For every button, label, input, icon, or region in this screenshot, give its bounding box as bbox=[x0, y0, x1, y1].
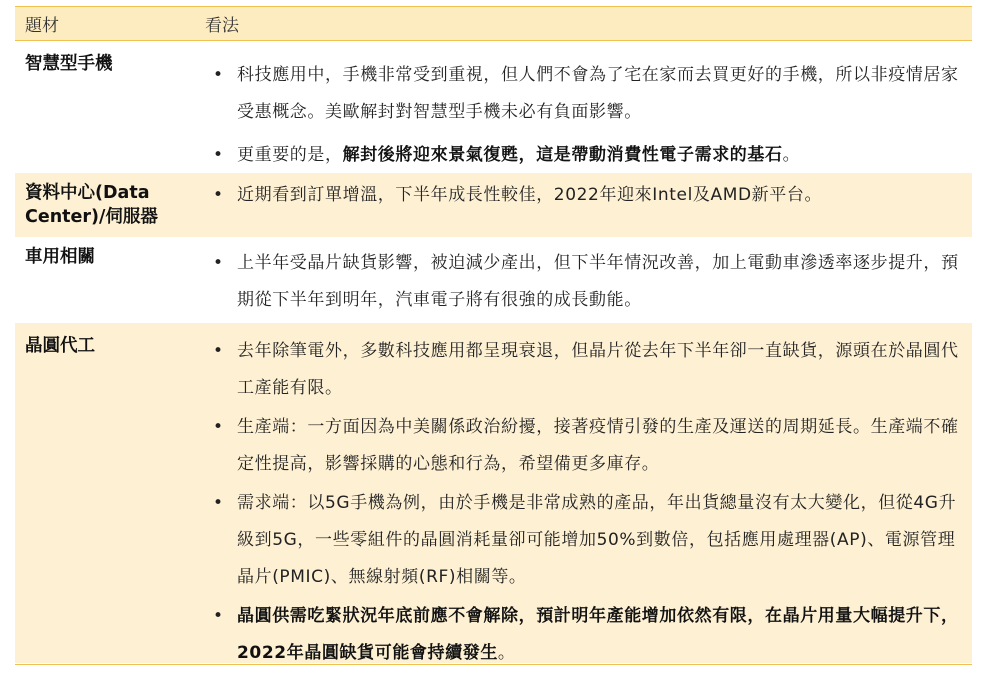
bullet-list bbox=[205, 177, 962, 214]
bullet-item: • 生產端：一方面因為中美關係政治紛擾，接著疫情引發的生產及運送的周期延長。生產端不確定性提高，影響採購的心態和行為，希望備更多庫存。 bbox=[205, 409, 962, 483]
bullet-item: • 更重要的是，解封後將迎來景氣復甦，這是帶動消費性電子需求的基石。 bbox=[205, 137, 962, 174]
row-topic: 車用相關 bbox=[25, 247, 95, 267]
table-row bbox=[15, 239, 972, 323]
table-row bbox=[15, 173, 972, 239]
table-header bbox=[15, 6, 972, 41]
bullet-list bbox=[205, 245, 962, 319]
bullet-list bbox=[205, 57, 962, 174]
table-row bbox=[15, 323, 972, 665]
outlook-table bbox=[15, 6, 972, 665]
table-bottom-border bbox=[15, 664, 972, 665]
header-view: 看法 bbox=[205, 16, 239, 36]
bullet-item: • 上半年受晶片缺貨影響，被迫減少產出，但下半年情況改善，加上電動車滲透率逐步提升，預期從下半年到明年，汽車電子將有很強的成長動能。 bbox=[205, 245, 962, 319]
bullet-item: • 需求端：以5G手機為例，由於手機是非常成熟的產品，年出貨總量沒有太大變化，但從4G升級到5G，一些零組件的晶圓消耗量卻可能增加50%到數倍，包括應用處理器(AP)、電源管理晶片(PMIC)、無線射頻(RF)相關等。 bbox=[205, 485, 962, 596]
bullet-item: • 晶圓供需吃緊狀況年底前應不會解除，預計明年產能增加依然有限，在晶片用量大幅提升下，2022年晶圓缺貨可能會持續發生。 bbox=[205, 598, 962, 672]
bullet-item: • 科技應用中，手機非常受到重視，但人們不會為了宅在家而去買更好的手機，所以非疫情居家受惠概念。美歐解封對智慧型手機未必有負面影響。 bbox=[205, 57, 962, 131]
table-row bbox=[15, 41, 972, 173]
row-topic: 智慧型手機 bbox=[25, 54, 113, 74]
row-topic: 晶圓代工 bbox=[25, 336, 95, 356]
bullet-item: • 去年除筆電外，多數科技應用都呈現衰退，但晶片從去年下半年卻一直缺貨，源頭在於晶圓代工產能有限。 bbox=[205, 333, 962, 407]
bullet-item: • 近期看到訂單增溫，下半年成長性較佳，2022年迎來Intel及AMD新平台。 bbox=[205, 177, 962, 214]
bullet-list bbox=[205, 333, 962, 672]
header-topic: 題材 bbox=[25, 16, 59, 36]
row-topic: 資料中心(Data Center)/伺服器 bbox=[25, 183, 158, 227]
